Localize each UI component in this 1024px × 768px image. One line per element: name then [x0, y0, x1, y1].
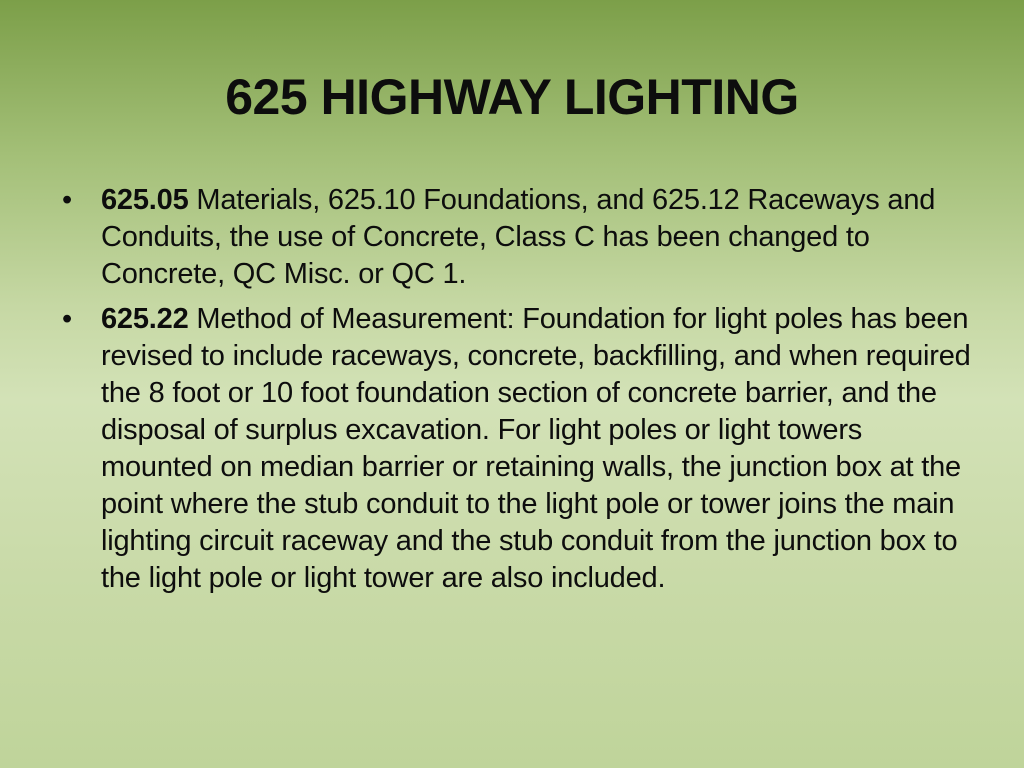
- bullet-dot-icon: •: [62, 184, 72, 216]
- bullet-dot-icon: •: [62, 303, 72, 335]
- bullet-text: Method of Measurement: Foundation for light poles has been revised to include raceways, concrete, backfilling, and when required the 8 foot or 10 foot foundation section of concrete barrier, and the disposal of surplus excavation. For light poles or light towers mounted on median barrier or retaining walls, the junction box at the point where the stub conduit to the light pole or tower joins the main lighting circuit raceway and the stub conduit from the junction box to the light pole or light tower are also included.: [101, 303, 971, 594]
- slide-title: 625 HIGHWAY LIGHTING: [225, 69, 799, 125]
- bullet-item: [56, 301, 976, 597]
- bullet-list: [56, 182, 976, 605]
- bullet-text: Materials, 625.10 Foundations, and 625.12 Raceways and Conduits, the use of Concrete, Class C has been changed to Concrete, QC Misc. or QC 1.: [101, 184, 936, 290]
- section-code: 625.22: [101, 303, 197, 335]
- section-code: 625.05: [101, 184, 197, 216]
- bullet-item: [56, 182, 976, 293]
